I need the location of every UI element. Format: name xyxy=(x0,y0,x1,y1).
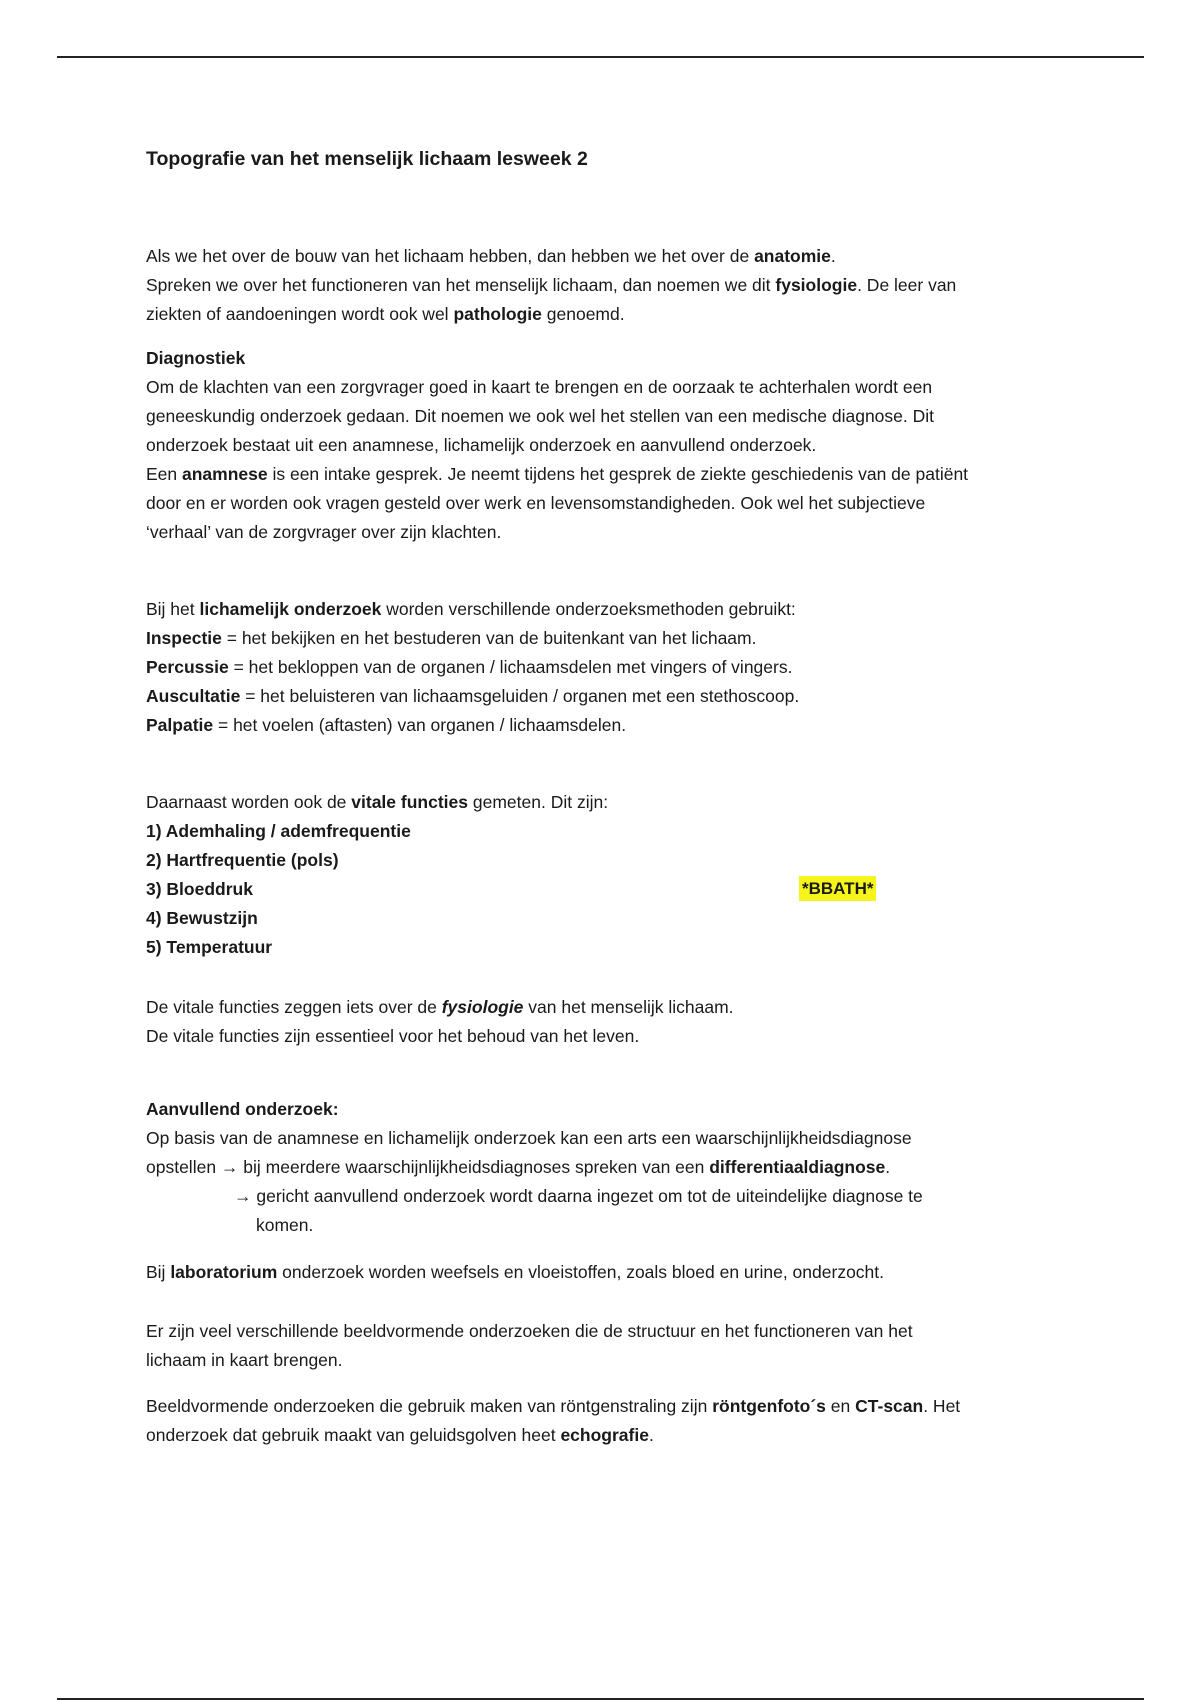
aanvullend-line-1: Op basis van de anamnese en lichamelijk onderzoek kan een arts een waarschijnlijkheidsdiagnose xyxy=(146,1128,912,1148)
text: Bij het xyxy=(146,599,200,619)
aanvullend-arrow-line: → gericht aanvullend onderzoek wordt daarna ingezet om tot de uiteindelijke diagnose te xyxy=(234,1186,923,1206)
term-anamnese: anamnese xyxy=(182,464,268,484)
lichamelijk-intro xyxy=(146,595,1096,624)
method-percussie xyxy=(146,653,1096,682)
diagnostiek-section xyxy=(146,344,1096,547)
text: Als we het over de bouw van het lichaam hebben, dan hebben we het over de xyxy=(146,246,755,266)
term-pathologie: pathologie xyxy=(453,304,542,324)
text: gemeten. Dit zijn: xyxy=(468,792,609,812)
aanvullend-line-2 xyxy=(146,1153,1096,1182)
method-desc: = het beluisteren van lichaamsgeluiden / organen met een stethoscoop. xyxy=(240,686,800,706)
vitale-functies-section xyxy=(146,788,1096,962)
bbath-mnemonic-highlight: *BBATH* xyxy=(799,876,876,901)
diagnostiek-line-4 xyxy=(146,460,1096,489)
vitale-summary-line-1 xyxy=(146,993,1096,1022)
text: Daarnaast worden ook de xyxy=(146,792,352,812)
beeldvormend-paragraph xyxy=(146,1317,1096,1375)
vital-item: 3) Bloeddruk xyxy=(146,879,253,899)
method-desc: = het voelen (aftasten) van organen / lichaamsdelen. xyxy=(213,715,627,735)
text: Een xyxy=(146,464,182,484)
text: Spreken we over het functioneren van het menselijk lichaam, dan noemen we dit xyxy=(146,275,776,295)
term-fysiologie: fysiologie xyxy=(775,275,858,295)
text: van het menselijk lichaam. xyxy=(523,997,734,1017)
beeldvormend-line-2: lichaam in kaart brengen. xyxy=(146,1350,343,1370)
text: is een intake gesprek. Je neemt tijdens het gesprek de ziekte geschiedenis van de patiënt xyxy=(267,464,969,484)
vitale-summary xyxy=(146,993,1096,1051)
text: en xyxy=(825,1396,856,1416)
document-title: Topografie van het menselijk lichaam lesweek 2 xyxy=(146,148,588,170)
rontgen-paragraph xyxy=(146,1392,1096,1450)
vital-item: 1) Ademhaling / ademfrequentie xyxy=(146,821,411,841)
aanvullend-section xyxy=(146,1095,1096,1240)
text: Bij xyxy=(146,1262,171,1282)
term-rontgenfotos: röntgenfoto´s xyxy=(712,1396,826,1416)
text: . Het xyxy=(923,1396,961,1416)
term-laboratorium: laboratorium xyxy=(170,1262,278,1282)
diagnostiek-line-5: door en er worden ook vragen gesteld over werk en levensomstandigheden. Ook wel het subjectieve xyxy=(146,493,926,513)
rontgen-line-2 xyxy=(146,1421,1096,1450)
term-vitale-functies: vitale functies xyxy=(351,792,468,812)
text: worden verschillende onderzoeksmethoden gebruikt: xyxy=(381,599,796,619)
text: . De leer van xyxy=(857,275,957,295)
text: genoemd. xyxy=(541,304,625,324)
diagnostiek-line-2: geneeskundig onderzoek gedaan. Dit noemen we ook wel het stellen van een medische diagnose. Dit xyxy=(146,406,935,426)
diagnostiek-line-3: onderzoek bestaat uit een anamnese, lichamelijk onderzoek en aanvullend onderzoek. xyxy=(146,435,817,455)
method-term: Inspectie xyxy=(146,628,222,648)
method-desc: = het bekloppen van de organen / lichaamsdelen met vingers of vingers. xyxy=(228,657,793,677)
header-rule xyxy=(57,56,1144,58)
method-term: Palpatie xyxy=(146,715,214,735)
term-echografie: echografie xyxy=(560,1425,649,1445)
lichamelijk-section xyxy=(146,595,1096,740)
intro-line-1 xyxy=(146,242,1096,271)
method-term: Percussie xyxy=(146,657,229,677)
method-palpatie xyxy=(146,711,1096,740)
text: De vitale functies zeggen iets over de xyxy=(146,997,442,1017)
rontgen-line-1 xyxy=(146,1392,1096,1421)
method-term: Auscultatie xyxy=(146,686,241,706)
term-ct-scan: CT-scan xyxy=(855,1396,924,1416)
aanvullend-heading: Aanvullend onderzoek: xyxy=(146,1099,339,1119)
method-auscultatie xyxy=(146,682,1096,711)
aanvullend-arrow-line-cont: komen. xyxy=(256,1215,314,1235)
diagnostiek-line-6: ‘verhaal’ van de zorgvrager over zijn klachten. xyxy=(146,522,502,542)
diagnostiek-line-1: Om de klachten van een zorgvrager goed in kaart te brengen en de oorzaak te achterhalen wordt een xyxy=(146,377,933,397)
text: . xyxy=(648,1425,654,1445)
vitale-intro xyxy=(146,788,1096,817)
method-inspectie xyxy=(146,624,1096,653)
laboratorium-paragraph xyxy=(146,1258,1096,1287)
intro-line-3 xyxy=(146,300,1096,329)
laboratorium-line xyxy=(146,1258,1096,1287)
vital-item: 2) Hartfrequentie (pols) xyxy=(146,850,339,870)
vital-item: 4) Bewustzijn xyxy=(146,908,258,928)
method-desc: = het bekijken en het bestuderen van de buitenkant van het lichaam. xyxy=(221,628,757,648)
diagnostiek-heading: Diagnostiek xyxy=(146,348,246,368)
term-anatomie: anatomie xyxy=(754,246,831,266)
text: onderzoek worden weefsels en vloeistoffen, zoals bloed en urine, onderzocht. xyxy=(277,1262,885,1282)
term-fysiologie-italic: fysiologie xyxy=(441,997,524,1017)
intro-paragraph xyxy=(146,242,1096,329)
term-lichamelijk-onderzoek: lichamelijk onderzoek xyxy=(199,599,382,619)
term-differentiaaldiagnose: differentiaaldiagnose xyxy=(709,1157,886,1177)
text: opstellen → bij meerdere waarschijnlijkheidsdiagnoses spreken van een xyxy=(146,1157,710,1177)
vitale-summary-line-2: De vitale functies zijn essentieel voor het behoud van het leven. xyxy=(146,1026,640,1046)
text: Beeldvormende onderzoeken die gebruik maken van röntgenstraling zijn xyxy=(146,1396,713,1416)
text: . xyxy=(830,246,836,266)
text: onderzoek dat gebruik maakt van geluidsgolven heet xyxy=(146,1425,561,1445)
vital-item: 5) Temperatuur xyxy=(146,937,273,957)
text: ziekten of aandoeningen wordt ook wel xyxy=(146,304,454,324)
beeldvormend-line-1: Er zijn veel verschillende beeldvormende onderzoeken die de structuur en het functioneren van het xyxy=(146,1321,913,1341)
intro-line-2 xyxy=(146,271,1096,300)
text: . xyxy=(885,1157,891,1177)
